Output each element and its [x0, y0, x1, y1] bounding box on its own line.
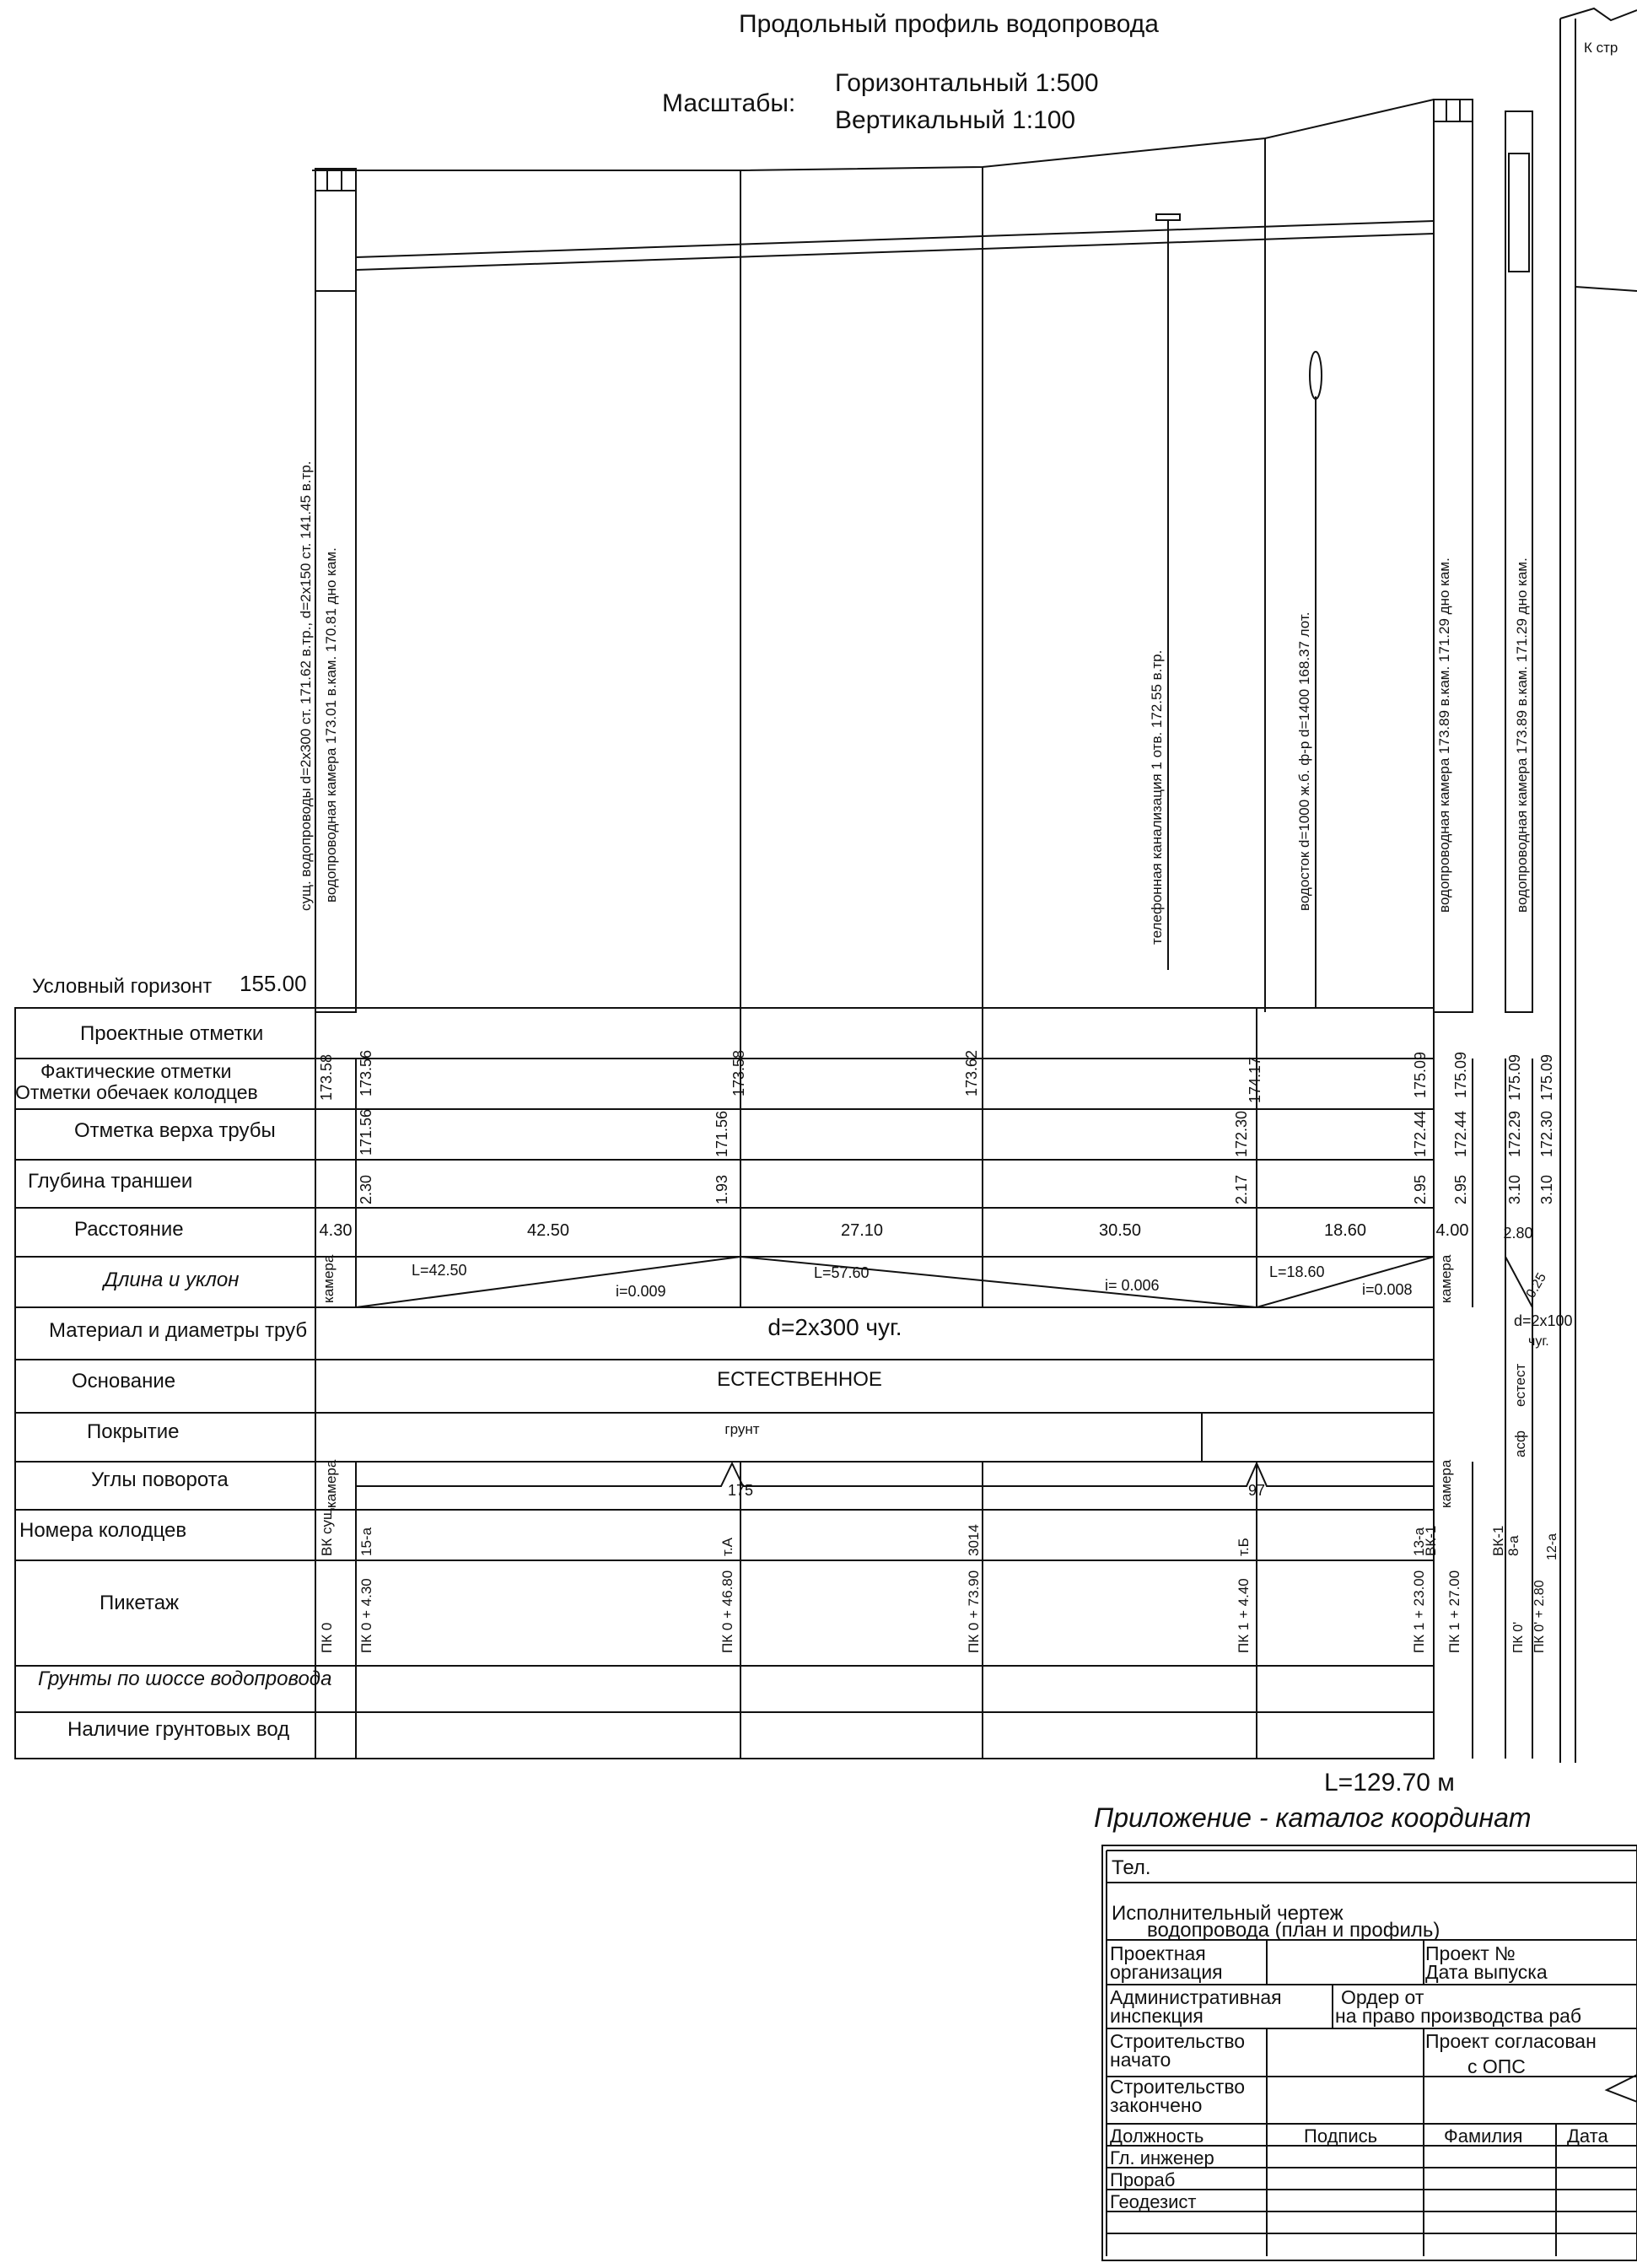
- base-right: естест: [1512, 1363, 1528, 1407]
- pipe-top-mark: 172.44: [1452, 1110, 1469, 1157]
- trench-depth: 3.10: [1506, 1174, 1523, 1204]
- angle-value: 175: [727, 1482, 754, 1499]
- stamp-position: Должность: [1110, 2125, 1204, 2147]
- row-design-marks: Проектные отметки: [80, 1022, 264, 1045]
- stamp-chief: Гл. инженер: [1110, 2147, 1214, 2168]
- distance-value: 27.10: [840, 1221, 884, 1240]
- material-right-2: чуг.: [1528, 1334, 1549, 1349]
- row-material: Материал и диаметры труб: [49, 1319, 308, 1342]
- well-number: ВК-1: [1490, 1525, 1506, 1556]
- picket-value: 12-а: [1545, 1533, 1559, 1560]
- row-pipe-top: Отметка верха трубы: [74, 1119, 276, 1142]
- distance-value: 4.30: [319, 1221, 353, 1240]
- stamp-order-2: на право производства раб: [1335, 2005, 1582, 2027]
- stamp-signature: Подпись: [1304, 2125, 1378, 2147]
- pipe-top-mark: 172.29: [1506, 1110, 1523, 1157]
- row-actual-marks-1: Фактические отметки: [40, 1060, 232, 1082]
- actual-mark: 175.09: [1506, 1053, 1523, 1101]
- right-label-2: водопроводная камера 173.89 в.кам. 171.29 дно кам.: [1514, 558, 1530, 913]
- trench-depth: 1.93: [713, 1174, 730, 1204]
- picket-value: ПК 1 + 27.00: [1446, 1570, 1462, 1653]
- row-well-numbers: Номера колодцев: [19, 1519, 187, 1542]
- covering-value: грунт: [724, 1421, 760, 1437]
- angle-value: 97: [1247, 1482, 1266, 1499]
- pipe-top-mark: 172.30: [1538, 1110, 1555, 1157]
- slope-small: 0.25: [1523, 1270, 1550, 1301]
- pipe-top-mark: 171.56: [358, 1108, 374, 1156]
- row-actual-marks-2: Отметки обечаек колодцев: [15, 1081, 258, 1103]
- row-groundwater: Наличие грунтовых вод: [67, 1718, 290, 1741]
- chamber-cell: камера: [320, 1254, 337, 1303]
- distance-value: 2.80: [1503, 1225, 1533, 1242]
- chamber-cell: камера: [1438, 1459, 1454, 1508]
- well-number: т.А: [719, 1538, 735, 1556]
- pipe-top-mark: 172.30: [1233, 1110, 1250, 1157]
- well-number: ВК-1: [1423, 1525, 1439, 1556]
- picket-value: ПК 0 + 73.90: [966, 1570, 982, 1653]
- actual-mark: 174.17: [1247, 1056, 1263, 1103]
- right-label-1: водопроводная камера 173.89 в.кам. 171.29 дно кам.: [1436, 558, 1452, 913]
- drain-label: водосток d=1000 ж.б. ф-р d=1400 168.37 лот.: [1296, 611, 1312, 911]
- stamp-admin-1: Административная: [1110, 1986, 1282, 2008]
- actual-mark: 173.58: [730, 1049, 747, 1096]
- stamp-surname: Фамилия: [1444, 2125, 1523, 2147]
- row-soils: Грунты по шоссе водопровода: [38, 1667, 332, 1690]
- distance-value: 42.50: [526, 1221, 570, 1240]
- base-value: ЕСТЕСТВЕННОЕ: [717, 1368, 882, 1391]
- left-label-1: сущ. водопроводы d=2x300 ст. 171.62 в.тр., d=2x150 ст. 141.45 в.тр.: [298, 461, 314, 911]
- telephone-label: телефонная канализация 1 отв. 172.55 в.тр.: [1149, 649, 1165, 945]
- stamp-org-2: организация: [1110, 1961, 1223, 1983]
- trench-depth: 3.10: [1538, 1174, 1555, 1204]
- stamp-start-1: Строительство: [1110, 2030, 1246, 2052]
- trench-depth: 2.30: [358, 1174, 374, 1204]
- scale-vertical: Вертикальный 1:100: [835, 106, 1076, 134]
- picket-value: ПК 0: [319, 1622, 335, 1653]
- slope-value: i=0.009: [616, 1283, 666, 1300]
- distance-value: 4.00: [1435, 1221, 1469, 1240]
- stamp-release-date: Дата выпуска: [1425, 1961, 1548, 1983]
- scales-label: Масштабы:: [662, 89, 796, 117]
- stamp-date: Дата: [1567, 2125, 1608, 2147]
- length-value: L=18.60: [1269, 1263, 1325, 1280]
- pipe-top-mark: 172.44: [1412, 1110, 1429, 1157]
- stamp-org-1: Проектная: [1110, 1942, 1206, 1964]
- row-angles: Углы поворота: [91, 1468, 229, 1491]
- scale-horizontal: Горизонтальный 1:500: [835, 69, 1099, 97]
- covering-right: асф: [1512, 1430, 1528, 1457]
- row-picket: Пикетаж: [100, 1592, 180, 1614]
- well-number: 8-а: [1505, 1535, 1521, 1556]
- row-distance: Расстояние: [74, 1218, 184, 1241]
- material-value: d=2x300 чуг.: [767, 1314, 902, 1340]
- total-length: L=129.70 м: [1324, 1769, 1455, 1797]
- well-number: 3014: [966, 1524, 982, 1556]
- well-number: ВК сущ.: [319, 1504, 335, 1556]
- row-covering: Покрытие: [87, 1420, 180, 1443]
- pipe-top-mark: 171.56: [713, 1110, 730, 1157]
- chamber-cell: камера: [1438, 1254, 1454, 1303]
- break-line: [1560, 8, 1637, 20]
- stamp-surveyor: Геодезист: [1110, 2191, 1197, 2212]
- chamber-cell: камера: [323, 1459, 339, 1508]
- corner-note: К стр: [1584, 40, 1618, 56]
- length-value: L=42.50: [412, 1262, 467, 1279]
- trench-depth: 2.95: [1452, 1174, 1469, 1204]
- well-number: т.Б: [1236, 1538, 1252, 1556]
- stamp-agreed-1: Проект согласован: [1425, 2030, 1597, 2052]
- drawing-title: Продольный профиль водопровода: [739, 10, 1159, 38]
- stamp-foreman: Прораб: [1110, 2169, 1176, 2190]
- stamp-admin-2: инспекция: [1110, 2005, 1204, 2027]
- actual-mark: 175.09: [1452, 1051, 1469, 1098]
- stamp-title-2: водопровода (план и профиль): [1147, 1919, 1440, 1942]
- horizon-value: 155.00: [240, 971, 307, 996]
- stamp-start-2: начато: [1110, 2049, 1171, 2071]
- stamp-agreed-2: с ОПС: [1467, 2055, 1526, 2077]
- actual-mark: 173.62: [963, 1049, 980, 1096]
- actual-mark: 175.09: [1538, 1053, 1555, 1101]
- stamp-tel: Тел.: [1112, 1856, 1151, 1879]
- slope-value: i=0.008: [1362, 1281, 1413, 1298]
- picket-value: ПК 0' + 2.80: [1532, 1580, 1547, 1653]
- actual-mark: 173.56: [358, 1049, 374, 1096]
- appendix-title: Приложение - каталог координат: [1094, 1802, 1532, 1833]
- slope-value: i= 0.006: [1105, 1277, 1160, 1294]
- well-number: 13-а: [1411, 1527, 1427, 1556]
- trench-depth: 2.17: [1233, 1174, 1250, 1204]
- picket-value: ПК 0 + 4.30: [358, 1578, 374, 1653]
- stamp-order-1: Ордер от: [1341, 1986, 1424, 2008]
- actual-mark: 175.09: [1412, 1051, 1429, 1098]
- length-value: L=57.60: [814, 1264, 870, 1281]
- picket-value: ПК 0': [1511, 1621, 1526, 1653]
- picket-value: ПК 0 + 46.80: [719, 1570, 735, 1653]
- left-label-2: водопроводная камера 173.01 в.кам. 170.81 дно кам.: [323, 547, 339, 902]
- material-right-1: d=2x100: [1514, 1312, 1573, 1329]
- distance-value: 30.50: [1098, 1221, 1142, 1240]
- stamp-title-1: Исполнительный чертеж: [1112, 1902, 1344, 1925]
- stamp-end-2: закончено: [1110, 2094, 1203, 2116]
- stamp-end-1: Строительство: [1110, 2076, 1246, 2098]
- distance-value: 18.60: [1323, 1221, 1367, 1240]
- horizon-label: Условный горизонт: [32, 975, 213, 998]
- trench-depth: 2.95: [1412, 1174, 1429, 1204]
- row-base: Основание: [72, 1370, 176, 1393]
- picket-value: ПК 1 + 4.40: [1236, 1578, 1252, 1653]
- row-length-slope: Длина и уклон: [104, 1269, 240, 1291]
- well-number: 15-а: [358, 1527, 374, 1556]
- row-trench-depth: Глубина траншеи: [28, 1170, 193, 1193]
- stamp-project-no: Проект №: [1425, 1942, 1516, 1964]
- actual-mark: 173.58: [318, 1053, 335, 1101]
- picket-value: ПК 1 + 23.00: [1411, 1570, 1427, 1653]
